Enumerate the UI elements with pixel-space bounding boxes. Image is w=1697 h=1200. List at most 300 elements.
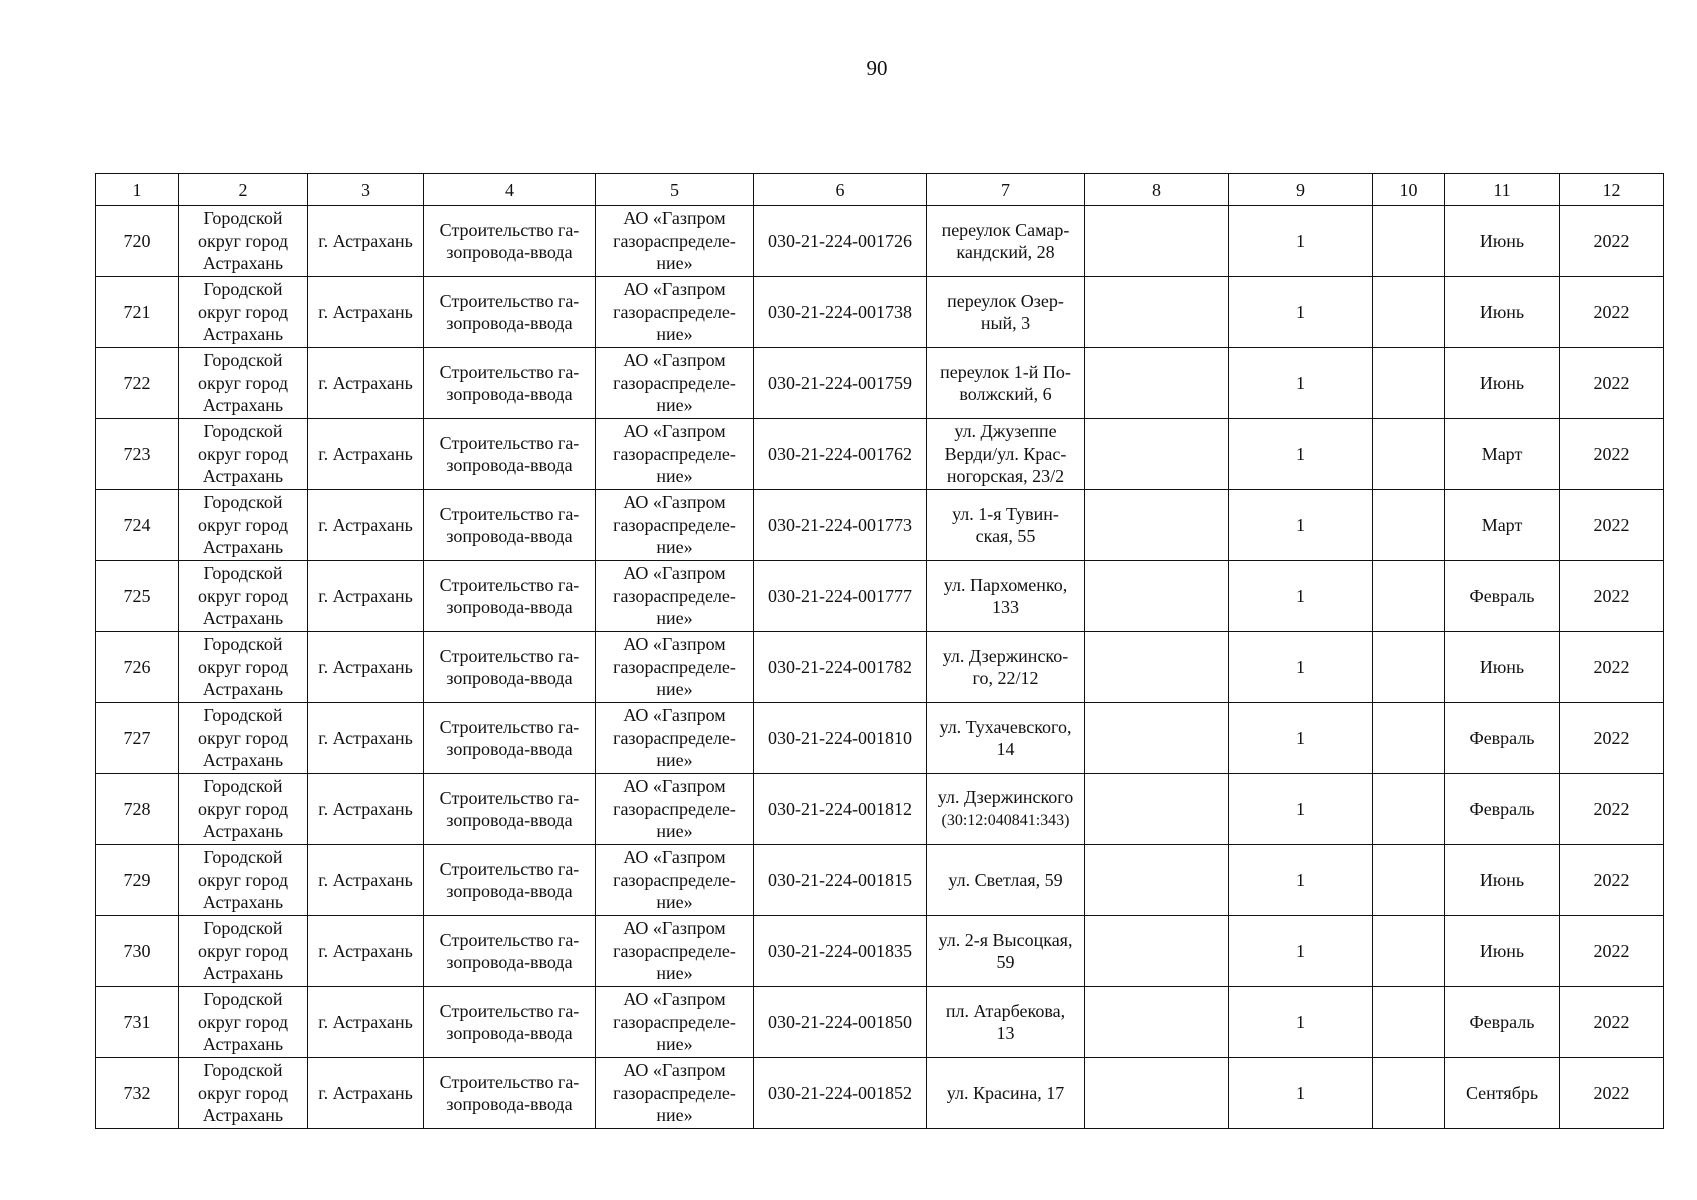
cell-line: ул. Джузеппе (954, 421, 1057, 442)
column-header: 9 (1229, 174, 1373, 206)
cell-line: ул. Пархоменко, (943, 574, 1068, 595)
cell-line: Астрахань (202, 750, 284, 771)
organization-cell (596, 277, 754, 348)
month-cell: Июнь (1445, 348, 1560, 419)
object-code-cell: 030-21-224-001835 (754, 916, 927, 987)
cell-line: округ город (198, 727, 288, 748)
cell-line: Строительство га- (439, 929, 580, 950)
year-cell: 2022 (1560, 277, 1664, 348)
cell-line: АО «Газпром (623, 350, 726, 371)
organization-cell (596, 703, 754, 774)
work-type-cell (424, 277, 596, 348)
settlement-cell: г. Астрахань (308, 419, 424, 490)
object-code-cell: 030-21-224-001810 (754, 703, 927, 774)
object-code-cell: 030-21-224-001777 (754, 561, 927, 632)
settlement-cell: г. Астрахань (308, 490, 424, 561)
month-cell: Март (1445, 419, 1560, 490)
year-cell: 2022 (1560, 845, 1664, 916)
column-10-cell (1373, 490, 1445, 561)
column-8-cell (1085, 987, 1229, 1058)
cell-line: округ город (198, 230, 288, 251)
register-body (96, 206, 1664, 1129)
address-cell (927, 419, 1085, 490)
cell-line: Астрахань (202, 608, 284, 629)
cell-line: Строительство га- (439, 1000, 580, 1021)
cell-line: Строительство га- (439, 645, 580, 666)
address-cell (927, 561, 1085, 632)
cell-line: ние» (656, 395, 693, 416)
quantity-cell: 1 (1229, 490, 1373, 561)
month-cell: Июнь (1445, 632, 1560, 703)
table-row (96, 561, 1664, 632)
settlement-cell: г. Астрахань (308, 916, 424, 987)
cell-line: ул. 1-я Тувин- (952, 503, 1059, 524)
work-type-cell (424, 490, 596, 561)
cell-line: ул. Дзержинско- (942, 645, 1069, 666)
settlement-cell: г. Астрахань (308, 703, 424, 774)
object-code-cell: 030-21-224-001812 (754, 774, 927, 845)
cell-line: АО «Газпром (623, 279, 726, 300)
cell-line: АО «Газпром (623, 776, 726, 797)
cell-line: округ город (198, 869, 288, 890)
cell-line: Строительство га- (439, 219, 580, 240)
organization-cell (596, 206, 754, 277)
cell-line: зопровода-ввода (446, 242, 573, 262)
cell-line: газораспределе- (613, 514, 736, 535)
cell-line: Городской (203, 492, 283, 513)
district-cell (179, 1058, 308, 1129)
column-header: 11 (1445, 174, 1560, 206)
table-row (96, 206, 1664, 277)
table-row (96, 703, 1664, 774)
address-cell (927, 1058, 1085, 1129)
row-number-cell: 727 (96, 703, 179, 774)
cell-line: (30:12:040841:343) (941, 812, 1070, 829)
district-cell (179, 561, 308, 632)
column-10-cell (1373, 561, 1445, 632)
work-type-cell (424, 703, 596, 774)
register-table (95, 173, 1664, 1129)
column-8-cell (1085, 561, 1229, 632)
quantity-cell: 1 (1229, 206, 1373, 277)
year-cell: 2022 (1560, 490, 1664, 561)
cell-line: газораспределе- (613, 230, 736, 251)
object-code-cell: 030-21-224-001726 (754, 206, 927, 277)
column-header: 4 (424, 174, 596, 206)
address-cell (927, 703, 1085, 774)
cell-line: округ город (198, 372, 288, 393)
quantity-cell: 1 (1229, 277, 1373, 348)
settlement-cell: г. Астрахань (308, 987, 424, 1058)
cell-line: газораспределе- (613, 443, 736, 464)
cell-line: АО «Газпром (623, 563, 726, 584)
cell-line: Строительство га- (439, 361, 580, 382)
cell-line: Городской (203, 918, 283, 939)
table-row (96, 419, 1664, 490)
row-number-cell: 722 (96, 348, 179, 419)
cell-line: переулок Самар- (941, 219, 1070, 240)
object-code-cell: 030-21-224-001773 (754, 490, 927, 561)
organization-cell (596, 561, 754, 632)
month-cell: Июнь (1445, 277, 1560, 348)
column-header: 1 (96, 174, 179, 206)
cell-line: Верди/ул. Крас- (944, 443, 1067, 464)
cell-line: переулок Озер- (947, 290, 1064, 311)
cell-line: округ город (198, 798, 288, 819)
work-type-cell (424, 632, 596, 703)
cell-line: волжский, 6 (959, 384, 1052, 404)
cell-line: округ город (198, 940, 288, 961)
district-cell (179, 348, 308, 419)
work-type-cell (424, 845, 596, 916)
table-row (96, 348, 1664, 419)
cell-line: Астрахань (202, 679, 284, 700)
quantity-cell: 1 (1229, 348, 1373, 419)
column-header: 7 (927, 174, 1085, 206)
month-cell: Март (1445, 490, 1560, 561)
column-8-cell (1085, 348, 1229, 419)
cell-line: ние» (656, 1105, 693, 1126)
month-cell: Июнь (1445, 916, 1560, 987)
cell-line: зопровода-ввода (446, 384, 573, 404)
organization-cell (596, 632, 754, 703)
cell-line: Городской (203, 705, 283, 726)
object-code-cell: 030-21-224-001762 (754, 419, 927, 490)
cell-line: Астрахань (202, 963, 284, 984)
cell-line: Астрахань (202, 395, 284, 416)
work-type-cell (424, 419, 596, 490)
column-header: 12 (1560, 174, 1664, 206)
cell-line: зопровода-ввода (446, 313, 573, 333)
organization-cell (596, 490, 754, 561)
cell-line: зопровода-ввода (446, 668, 573, 688)
cell-line: АО «Газпром (623, 421, 726, 442)
row-number-cell: 726 (96, 632, 179, 703)
cell-line: АО «Газпром (623, 847, 726, 868)
object-code-cell: 030-21-224-001738 (754, 277, 927, 348)
row-number-cell: 732 (96, 1058, 179, 1129)
table-row (96, 845, 1664, 916)
column-10-cell (1373, 348, 1445, 419)
cell-line: газораспределе- (613, 656, 736, 677)
month-cell: Февраль (1445, 703, 1560, 774)
cell-line: зопровода-ввода (446, 1023, 573, 1043)
address-cell (927, 277, 1085, 348)
work-type-cell (424, 916, 596, 987)
organization-cell (596, 845, 754, 916)
cell-line: ние» (656, 608, 693, 629)
cell-line: 133 (992, 597, 1019, 617)
month-cell: Февраль (1445, 774, 1560, 845)
month-cell: Сентябрь (1445, 1058, 1560, 1129)
address-cell (927, 632, 1085, 703)
row-number-cell: 729 (96, 845, 179, 916)
work-type-cell (424, 561, 596, 632)
cell-line: ние» (656, 750, 693, 771)
row-number-cell: 728 (96, 774, 179, 845)
column-8-cell (1085, 206, 1229, 277)
cell-line: зопровода-ввода (446, 597, 573, 617)
column-10-cell (1373, 277, 1445, 348)
cell-line: Астрахань (202, 821, 284, 842)
cell-line: АО «Газпром (623, 918, 726, 939)
cell-line: ние» (656, 679, 693, 700)
work-type-cell (424, 1058, 596, 1129)
object-code-cell: 030-21-224-001852 (754, 1058, 927, 1129)
cell-line: Городской (203, 634, 283, 655)
year-cell: 2022 (1560, 774, 1664, 845)
month-cell: Июнь (1445, 206, 1560, 277)
cell-line: газораспределе- (613, 1082, 736, 1103)
quantity-cell: 1 (1229, 774, 1373, 845)
cell-line: газораспределе- (613, 1011, 736, 1032)
year-cell: 2022 (1560, 206, 1664, 277)
column-header: 3 (308, 174, 424, 206)
settlement-cell: г. Астрахань (308, 632, 424, 703)
settlement-cell: г. Астрахань (308, 561, 424, 632)
column-10-cell (1373, 703, 1445, 774)
object-code-cell: 030-21-224-001759 (754, 348, 927, 419)
cell-line: Городской (203, 350, 283, 371)
column-header: 2 (179, 174, 308, 206)
district-cell (179, 987, 308, 1058)
cell-line: газораспределе- (613, 727, 736, 748)
district-cell (179, 845, 308, 916)
district-cell (179, 419, 308, 490)
column-10-cell (1373, 632, 1445, 703)
cell-line: ул. Светлая, 59 (948, 869, 1063, 890)
column-10-cell (1373, 1058, 1445, 1129)
column-10-cell (1373, 987, 1445, 1058)
cell-line: Городской (203, 847, 283, 868)
cell-line: го, 22/12 (972, 668, 1039, 688)
cell-line: округ город (198, 443, 288, 464)
cell-line: Строительство га- (439, 858, 580, 879)
address-cell (927, 348, 1085, 419)
cell-line: ние» (656, 892, 693, 913)
cell-line: Астрахань (202, 537, 284, 558)
cell-line: зопровода-ввода (446, 739, 573, 759)
cell-line: ул. Дзержинского (937, 786, 1074, 807)
quantity-cell: 1 (1229, 703, 1373, 774)
cell-line: АО «Газпром (623, 705, 726, 726)
cell-line: Астрахань (202, 1105, 284, 1126)
cell-line: Астрахань (202, 892, 284, 913)
cell-line: 59 (996, 952, 1015, 972)
cell-line: ногорская, 23/2 (946, 466, 1065, 487)
column-header: 5 (596, 174, 754, 206)
organization-cell (596, 916, 754, 987)
cell-line: газораспределе- (613, 869, 736, 890)
cell-line: ние» (656, 537, 693, 558)
cell-line: 13 (996, 1023, 1015, 1043)
district-cell (179, 774, 308, 845)
cell-line: Городской (203, 1060, 283, 1081)
cell-line: Астрахань (202, 253, 284, 274)
cell-line: газораспределе- (613, 940, 736, 961)
work-type-cell (424, 987, 596, 1058)
row-number-cell: 723 (96, 419, 179, 490)
column-10-cell (1373, 206, 1445, 277)
settlement-cell: г. Астрахань (308, 774, 424, 845)
cell-line: ул. Красина, 17 (946, 1082, 1065, 1103)
cell-line: зопровода-ввода (446, 952, 573, 972)
cell-line: Городской (203, 421, 283, 442)
page-number: 90 (866, 56, 888, 80)
table-row (96, 632, 1664, 703)
address-cell (927, 845, 1085, 916)
organization-cell (596, 774, 754, 845)
cell-line: ние» (656, 253, 693, 274)
column-8-cell (1085, 277, 1229, 348)
object-code-cell: 030-21-224-001850 (754, 987, 927, 1058)
cell-line: округ город (198, 301, 288, 322)
cell-line: АО «Газпром (623, 989, 726, 1010)
cell-line: Строительство га- (439, 1071, 580, 1092)
cell-line: Городской (203, 776, 283, 797)
district-cell (179, 916, 308, 987)
row-number-cell: 720 (96, 206, 179, 277)
column-8-cell (1085, 774, 1229, 845)
table-row (96, 987, 1664, 1058)
cell-line: Городской (203, 989, 283, 1010)
row-number-cell: 725 (96, 561, 179, 632)
column-10-cell (1373, 419, 1445, 490)
cell-line: зопровода-ввода (446, 455, 573, 475)
district-cell (179, 703, 308, 774)
district-cell (179, 632, 308, 703)
quantity-cell: 1 (1229, 561, 1373, 632)
address-cell (927, 206, 1085, 277)
cell-line: АО «Газпром (623, 634, 726, 655)
cell-line: Строительство га- (439, 574, 580, 595)
cell-line: округ город (198, 1011, 288, 1032)
column-10-cell (1373, 916, 1445, 987)
work-type-cell (424, 348, 596, 419)
organization-cell (596, 348, 754, 419)
cell-line: зопровода-ввода (446, 1094, 573, 1114)
object-code-cell: 030-21-224-001815 (754, 845, 927, 916)
cell-line: ул. 2-я Высоцкая, (938, 929, 1073, 950)
year-cell: 2022 (1560, 632, 1664, 703)
row-number-cell: 731 (96, 987, 179, 1058)
district-cell (179, 277, 308, 348)
cell-line: Строительство га- (439, 716, 580, 737)
table-row (96, 490, 1664, 561)
cell-line: зопровода-ввода (446, 526, 573, 546)
work-type-cell (424, 774, 596, 845)
table-row (96, 277, 1664, 348)
quantity-cell: 1 (1229, 419, 1373, 490)
column-10-cell (1373, 774, 1445, 845)
cell-line: Городской (203, 208, 283, 229)
cell-line: переулок 1-й По- (940, 361, 1071, 382)
cell-line: ул. Тухачевского, (939, 716, 1072, 737)
column-8-cell (1085, 1058, 1229, 1129)
cell-line: округ город (198, 585, 288, 606)
quantity-cell: 1 (1229, 845, 1373, 916)
table-row (96, 916, 1664, 987)
district-cell (179, 206, 308, 277)
cell-line: округ город (198, 1082, 288, 1103)
cell-line: ние» (656, 466, 693, 487)
cell-line: АО «Газпром (623, 208, 726, 229)
cell-line: Городской (203, 279, 283, 300)
column-8-cell (1085, 916, 1229, 987)
organization-cell (596, 987, 754, 1058)
month-cell: Июнь (1445, 845, 1560, 916)
address-cell (927, 774, 1085, 845)
cell-line: АО «Газпром (623, 1060, 726, 1081)
column-header: 10 (1373, 174, 1445, 206)
cell-line: Строительство га- (439, 503, 580, 524)
quantity-cell: 1 (1229, 632, 1373, 703)
cell-line: 14 (996, 739, 1015, 759)
quantity-cell: 1 (1229, 916, 1373, 987)
settlement-cell: г. Астрахань (308, 348, 424, 419)
organization-cell (596, 419, 754, 490)
row-number-cell: 724 (96, 490, 179, 561)
cell-line: округ город (198, 656, 288, 677)
cell-line: Астрахань (202, 1034, 284, 1055)
cell-line: Астрахань (202, 466, 284, 487)
cell-line: газораспределе- (613, 301, 736, 322)
quantity-cell: 1 (1229, 1058, 1373, 1129)
cell-line: газораспределе- (613, 585, 736, 606)
cell-line: газораспределе- (613, 798, 736, 819)
cell-line: Астрахань (202, 324, 284, 345)
column-8-cell (1085, 632, 1229, 703)
column-header: 8 (1085, 174, 1229, 206)
column-8-cell (1085, 490, 1229, 561)
cell-line: пл. Атарбекова, (945, 1000, 1066, 1021)
cell-line: Строительство га- (439, 787, 580, 808)
year-cell: 2022 (1560, 561, 1664, 632)
district-cell (179, 490, 308, 561)
settlement-cell: г. Астрахань (308, 206, 424, 277)
month-cell: Февраль (1445, 987, 1560, 1058)
row-number-cell: 721 (96, 277, 179, 348)
cell-line: ние» (656, 324, 693, 345)
column-number-row (96, 174, 1664, 206)
cell-line: ние» (656, 963, 693, 984)
cell-line: АО «Газпром (623, 492, 726, 513)
cell-line: округ город (198, 514, 288, 535)
year-cell: 2022 (1560, 1058, 1664, 1129)
cell-line: кандский, 28 (956, 242, 1055, 262)
column-8-cell (1085, 703, 1229, 774)
cell-line: Строительство га- (439, 290, 580, 311)
quantity-cell: 1 (1229, 987, 1373, 1058)
month-cell: Февраль (1445, 561, 1560, 632)
column-8-cell (1085, 845, 1229, 916)
address-cell (927, 916, 1085, 987)
organization-cell (596, 1058, 754, 1129)
column-header: 6 (754, 174, 927, 206)
cell-line: газораспределе- (613, 372, 736, 393)
table-row (96, 1058, 1664, 1129)
column-10-cell (1373, 845, 1445, 916)
address-cell (927, 490, 1085, 561)
address-cell (927, 987, 1085, 1058)
work-type-cell (424, 206, 596, 277)
year-cell: 2022 (1560, 419, 1664, 490)
cell-line: зопровода-ввода (446, 881, 573, 901)
cell-line: ние» (656, 1034, 693, 1055)
year-cell: 2022 (1560, 348, 1664, 419)
cell-line: Городской (203, 563, 283, 584)
year-cell: 2022 (1560, 703, 1664, 774)
